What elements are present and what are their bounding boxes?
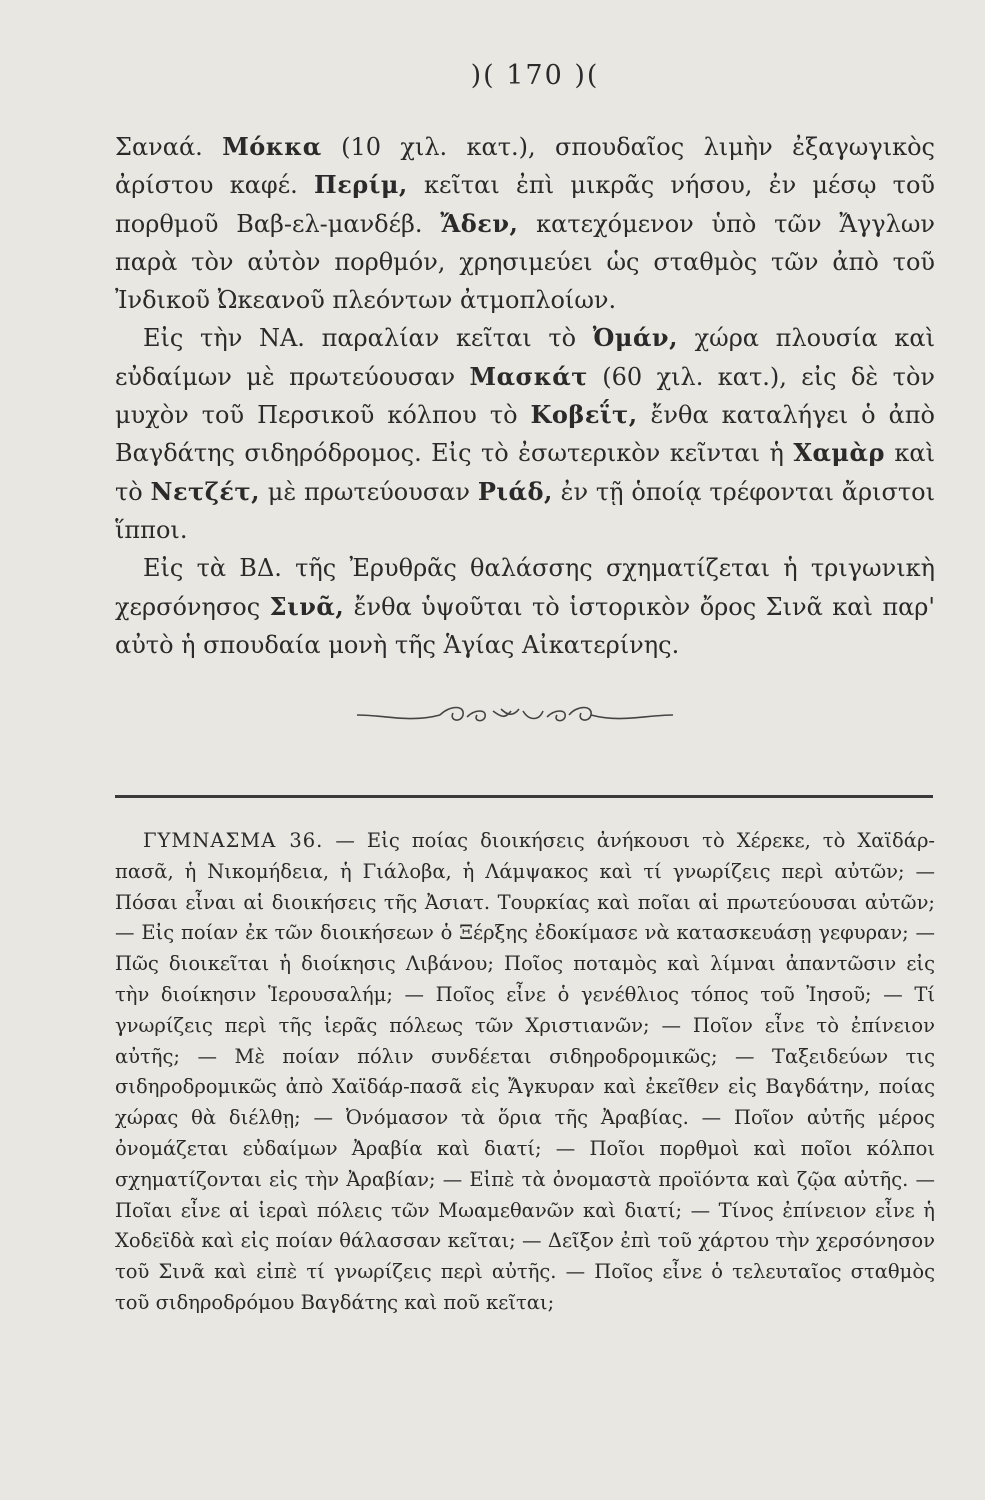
ornament-icon <box>355 697 675 733</box>
place-name: Περίμ, <box>314 170 408 200</box>
place-name: Ἄδεν, <box>440 208 519 238</box>
text-run: καὶ τὸ <box>115 439 935 506</box>
text-run: κεῖται ἐπὶ μικρᾶς νήσου, ἐν μέσῳ τοῦ πορθμοῦ Βαβ-ελ-μανδέβ. <box>115 171 935 238</box>
text-run: κατεχόμενον ὑπὸ τῶν Ἄγγλων παρὰ τὸν αὐτὸν πορθμόν, χρησιμεύει ὡς σταθμὸς τῶν ἀπὸ τοῦ Ἰνδικοῦ Ὠκεανοῦ πλεόντων ἀτμοπλοίων. <box>115 209 935 315</box>
text-run: ἔνθα καταλήγει ὁ ἀπὸ Βαγδάτης σιδηρόδρομος. Εἰς τὸ ἐσωτερικὸν κεῖνται ἡ <box>115 401 935 468</box>
text-run: ἐν τῇ ὁποίᾳ τρέφονται ἄριστοι ἵπποι. <box>115 477 935 544</box>
place-name: Ριάδ, <box>477 476 553 506</box>
place-name: Μόκκα <box>222 132 322 161</box>
place-name: Μασκάτ <box>469 361 588 391</box>
exercise-heading: ΓΥΜΝΑΣΜΑ 36. <box>143 829 324 852</box>
exercise-footnote <box>115 826 935 1319</box>
paragraph-1 <box>115 128 935 319</box>
place-name: Ὀμάν, <box>592 323 678 353</box>
exercise-text: — Εἰς ποίας διοικήσεις ἀνήκουσι τὸ Χέρεκε, τὸ Χαϊδάρ-πασᾶ, ἡ Νικομήδεια, ἡ Γιάλοβα, ἡ Λάμψακος καὶ τί γνωρίζεις περὶ αὐτῶν; — Πόσαι εἶναι αἱ διοικήσεις τῆς Ἀσιατ. Τουρκίας καὶ ποῖαι αἱ πρωτεύουσαι αὐτῶν; — Εἰς ποίαν ἐκ τῶν διοικήσεων ὁ Ξέρξης ἐδοκίμασε νὰ κατασκευάσῃ γεφυραν; — Πῶς διοικεῖται ἡ διοίκησις Λιβάνου; Ποῖος ποταμὸς καὶ λίμναι ἀπαντῶσιν εἰς τὴν διοίκησιν Ἱερουσαλήμ; — Ποῖος εἶνε ὁ γενέθλιος τόπος τοῦ Ἰησοῦ; — Τί γνωρίζεις περὶ τῆς ἱερᾶς πόλεως τῶν Χριστιανῶν; — Ποῖον εἶνε τὸ ἐπίνειον αὐτῆς; — Μὲ ποίαν πόλιν συνδέεται σιδηροδρομικῶς; — Ταξειδεύων τις σιδηροδρομικῶς ἀπὸ Χαϊδάρ-πασᾶ εἰς Ἄγκυραν καὶ ἐκεῖθεν εἰς Βαγδάτην, ποίας χώρας θὰ διέλθῃ; — Ὀνόμασον τὰ ὅρια τῆς Ἀραβίας. — Ποῖον αὐτῆς μέρος ὀνομάζεται εὐδαίμων Ἀραβία καὶ διατί; — Ποῖοι πορθμοὶ καὶ ποῖοι κόλποι σχηματίζονται εἰς τὴν Ἀραβίαν; — Εἰπὲ τὰ ὀνομαστὰ προϊόντα καὶ ζῷα αὐτῆς. — Ποῖαι εἶνε αἱ ἱεραὶ πόλεις τῶν Μωαμεθανῶν καὶ διατί; — Τίνος ἐπίνειον εἶνε ἡ Χοδεϊδὰ καὶ εἰς ποίαν θάλασσαν κεῖται; — Δεῖξον ἐπὶ τοῦ χάρτου τὴν χερσόνησον τοῦ Σινᾶ καὶ εἰπὲ τί γνωρίζεις περὶ αὐτῆς. — Ποῖος εἶνε ὁ τελευταῖος σταθμὸς τοῦ σιδηροδρόμου Βαγδάτης καὶ ποῦ κεῖται; <box>115 829 935 1314</box>
page-number: )( 170 )( <box>470 60 600 91</box>
text-run: μὲ πρωτεύουσαν <box>260 477 478 506</box>
place-name: Νετζέτ, <box>150 476 260 506</box>
paragraph-2 <box>115 319 935 549</box>
text-run: Εἰς τὰ ΒΔ. τῆς Ἐρυθρᾶς θαλάσσης σχηματίζεται ἡ τριγωνικὴ χερσόνησος <box>115 554 935 621</box>
text-run: ἔνθα ὑψοῦται τὸ ἱστορικὸν ὄρος Σινᾶ καὶ παρ' αὐτὸ ἡ σπουδαία μονὴ τῆς Ἁγίας Αἰκατερίνης. <box>115 592 936 659</box>
paragraph-3 <box>115 549 935 664</box>
text-run: (60 χιλ. κατ.), εἰς δὲ τὸν μυχὸν τοῦ Περσικοῦ κόλπου τὸ <box>115 362 935 430</box>
place-name: Κοβεΐτ, <box>530 400 638 430</box>
text-run: (10 χιλ. κατ.), σπουδαῖος λιμὴν ἐξαγωγικὸς ἀρίστου καφέ. <box>115 133 935 200</box>
text-run: Εἰς τὴν ΝΑ. παραλίαν κεῖται τὸ <box>143 324 593 353</box>
main-text <box>115 128 935 664</box>
place-name: Χαμὰρ <box>793 438 885 468</box>
footnote-divider <box>115 795 933 798</box>
text-run: Σαναά. <box>115 133 223 161</box>
exercise-paragraph <box>115 826 935 1319</box>
place-name: Σινᾶ, <box>269 591 345 621</box>
text-run: χώρα πλουσία καὶ εὐδαίμων μὲ πρωτεύουσαν <box>115 324 935 391</box>
